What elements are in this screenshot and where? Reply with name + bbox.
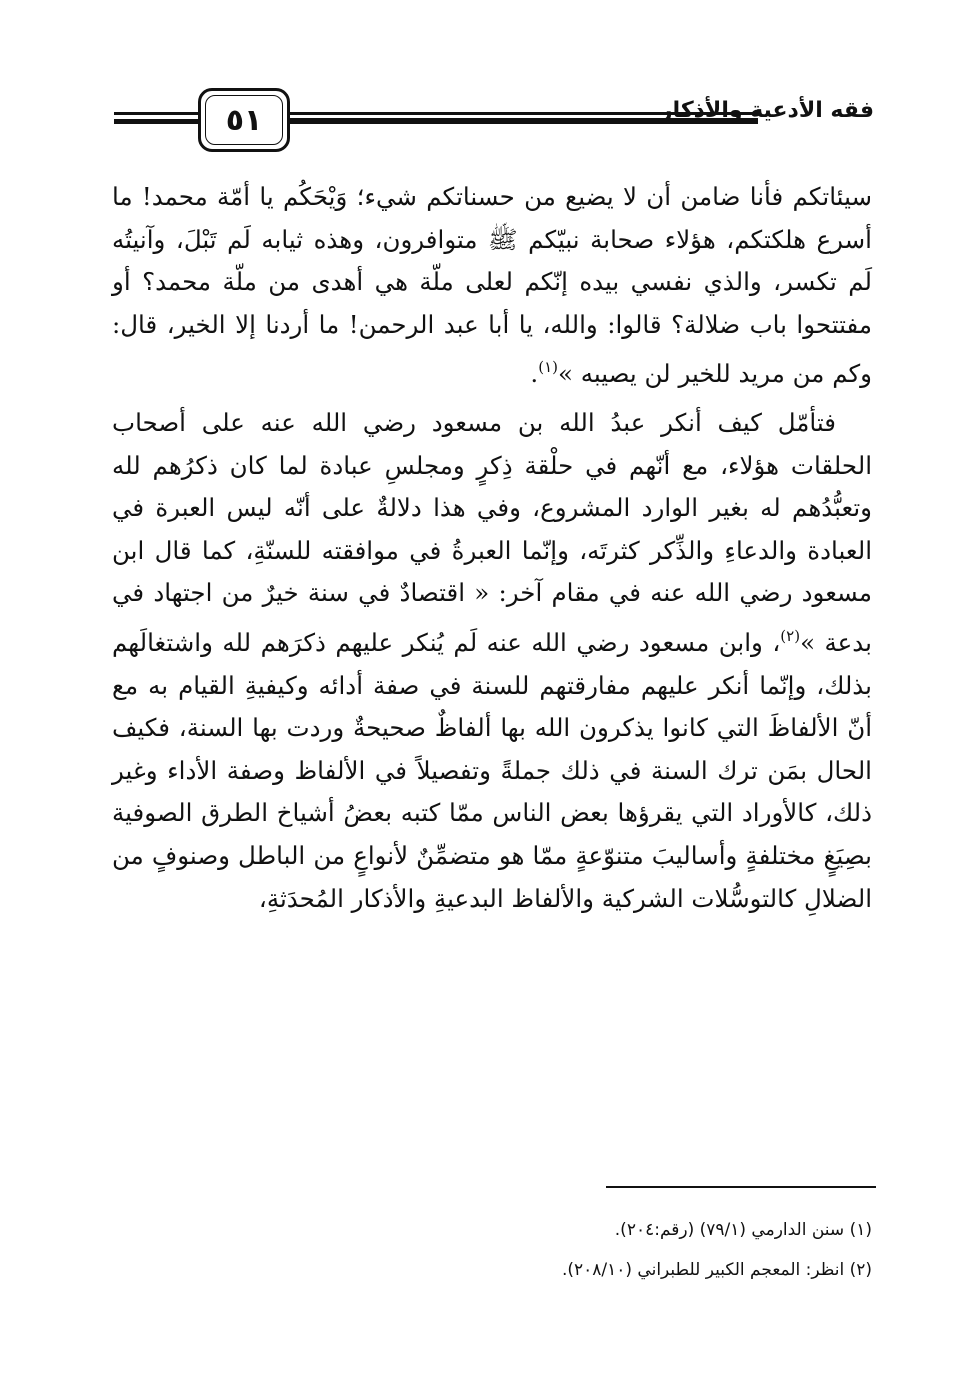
paragraph-2-text: فتأمّل كيف أنكر عبدُ الله بن مسعود رضي الله عنه على أصحاب الحلقات هؤلاء، مع أنّهم في حلْقة ذِكرٍ ومجلسِ عبادة لما كان ذكرُهم لله وتعبُّدُهم له بغير الوارد المشروع، وفي هذا دلالةٌ على أنّه ليس العبرة في العبادة والدعاءِ والذِّكر كثرتَه، وإنّما العبرةُ في موافقته للسنّةِ، كما قال ابن مسعود رضي الله عنه في مقام آخر: « اقتصادٌ في سنة خيرٌ من اجتهاد في بدعة » (112, 407, 872, 657)
paragraph-1-tail: . (530, 359, 539, 389)
footnote-ref-1: (١) (538, 358, 558, 377)
footnote-ref-2: (٢) (780, 626, 801, 645)
paragraph-1-text: سيئاتكم فأنا ضامن أن لا يضيع من حسناتكم شيء؛ وَيْحَكُم يا أمّة محمد! ما أسرع هلكتكم، هؤلاء صحابة نبيّكم ﷺ متوافرون، وهذه ثيابه لَم تَبْلَ، وآنيتُه لَم تكسر، والذي نفسي بيده إنّكم لعلى ملّة هي أهدى من ملّة محمد؟ أو مفتتحوا باب ضلالة؟ قالوا: والله، يا أبا عبد الرحمن! ما أردنا إلا الخير، قال: وكم من مريد للخير لن يصيبه » (112, 182, 872, 389)
paragraph-2 (112, 402, 872, 920)
footnote-1: (١) سنن الدارمي (٧٩/١) (رقم:٢٠٤). (614, 1220, 872, 1240)
paragraph-1 (112, 176, 872, 396)
book-title: فقه الأدعية والأذكار (659, 98, 874, 123)
footnote-divider (606, 1186, 876, 1188)
footnote-2: (٢) انظر: المعجم الكبير للطبراني (٢٠٨/١٠). (561, 1260, 872, 1280)
paragraph-2-tail: ، وابن مسعود رضي الله عنه لَم يُنكر عليهم ذكرَهم لله واشتغالَهم بذلك، وإنّما أنكر عليهم مفارقتهم للسنة في صفة أدائه وكيفيةِ القيام به مع أنّ الألفاظَ التي كانوا يذكرون الله بها ألفاظٌ صحيحةٌ وردت بها السنة، فكيف الحال بمَن ترك السنة في ذلك جملةً وتفصيلاً في الألفاظ وصفة الأداء وغير ذلك، كالأوراد التي يقرؤها بعض الناس ممّا كتبه بعضُ أشياخ الطرق الصوفية بصِيَغٍ مختلفةٍ وأساليبَ متنوّعةٍ ممّا هو متضمِّنٌ لأنواعٍ من الباطل وصنوفٍ من الضلالِ كالتوسُّلات الشركية والألفاظ البدعيةِ والأذكار المُحدَثةِ، (112, 627, 872, 913)
header-rule-left (114, 112, 200, 124)
body-text (112, 176, 872, 920)
page-number-frame (198, 88, 290, 152)
page-number: ٥١ (225, 102, 263, 138)
footnotes (112, 1210, 872, 1290)
page-header (114, 86, 874, 162)
